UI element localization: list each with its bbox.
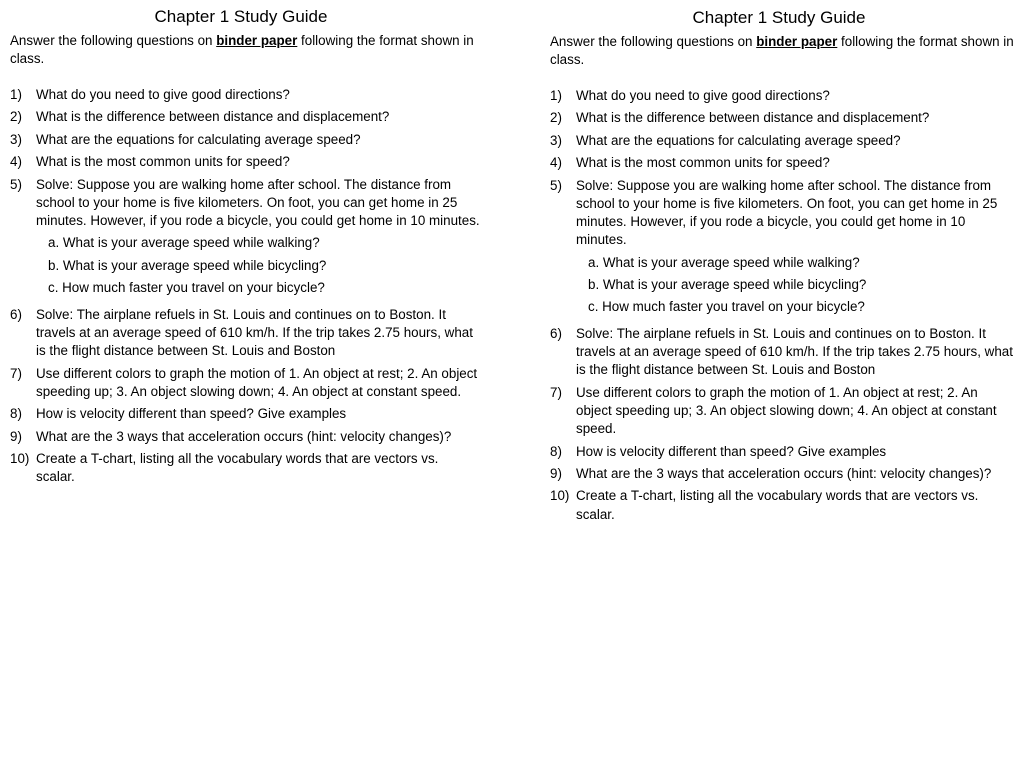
intro-before: Answer the following questions on <box>550 34 757 49</box>
question-item <box>10 450 480 486</box>
question-number: 6) <box>10 306 22 322</box>
question-number: 2) <box>10 109 22 125</box>
page-title: Chapter 1 Study Guide <box>154 7 328 26</box>
question-number: 9) <box>10 428 22 444</box>
question-number: 3) <box>550 132 562 148</box>
question-text: What do you need to give good directions? <box>36 87 290 102</box>
question-number: 7) <box>10 365 22 381</box>
intro-emphasis: binder paper <box>216 33 298 48</box>
sub-question-list <box>576 254 1016 317</box>
question-item <box>10 86 480 104</box>
question-number: 6) <box>550 325 562 341</box>
question-item <box>550 87 1016 105</box>
question-item <box>10 131 480 149</box>
question-item <box>550 443 1016 461</box>
question-text: Solve: The airplane refuels in St. Louis and continues on to Boston. It travels at an average speed of 610 km/h. If the trip takes 2.75 hours, what is the flight distance between St. Louis and Boston <box>576 325 1013 378</box>
study-guide-left <box>10 6 480 490</box>
sub-question-list <box>36 234 480 297</box>
question-item <box>10 306 480 361</box>
intro-before: Answer the following questions on <box>10 33 217 48</box>
question-text: What are the equations for calculating average speed? <box>36 131 361 147</box>
question-item <box>10 153 480 171</box>
question-text: Use different colors to graph the motion of 1. An object at rest; 2. An object speeding up; 3. An object slowing down; 4. An object at constant speed. <box>36 365 478 399</box>
question-list <box>550 87 1016 524</box>
sub-question: b. What is your average speed while bicycling? <box>588 276 867 292</box>
sub-question: c. How much faster you travel on your bicycle? <box>48 280 325 296</box>
question-list <box>10 86 480 486</box>
question-number: 9) <box>550 465 562 481</box>
question-item <box>550 132 1016 150</box>
question-body <box>36 176 480 302</box>
question-item <box>10 405 480 423</box>
question-number: 10) <box>10 450 30 466</box>
intro-after: following the format shown in class. <box>10 33 474 66</box>
question-item <box>10 365 480 401</box>
question-text: Solve: Suppose you are walking home after school. The distance from school to your home is five kilometers. On foot, you can get home in 25 minutes. However, if you rode a bicycle, you could get home in 10 minutes. <box>36 176 480 228</box>
sub-question: a. What is your average speed while walking? <box>48 235 320 251</box>
question-number: 10) <box>550 488 570 504</box>
question-text: How is velocity different than speed? Give examples <box>36 406 347 422</box>
question-text: What is the difference between distance and displacement? <box>576 110 930 126</box>
question-item <box>550 154 1016 172</box>
question-text: Solve: The airplane refuels in St. Louis and continues on to Boston. It travels at an average speed of 610 km/h. If the trip takes 2.75 hours, what is the flight distance between St. Louis and Boston <box>36 306 473 359</box>
question-item <box>550 177 1016 321</box>
question-text: What do you need to give good directions? <box>576 88 830 103</box>
study-guide-right <box>550 7 1016 528</box>
question-number: 5) <box>550 177 562 193</box>
question-text: What is the most common units for speed? <box>36 154 290 170</box>
question-item <box>550 487 1016 523</box>
intro-emphasis: binder paper <box>756 34 838 49</box>
question-item <box>550 109 1016 127</box>
question-body <box>576 177 1016 321</box>
question-number: 4) <box>10 154 22 170</box>
sub-question: a. What is your average speed while walking? <box>588 254 860 270</box>
question-text: Create a T-chart, listing all the vocabulary words that are vectors vs. scalar. <box>576 488 979 522</box>
page-title: Chapter 1 Study Guide <box>692 8 866 27</box>
question-text: Create a T-chart, listing all the vocabulary words that are vectors vs. scalar. <box>36 450 439 485</box>
question-item <box>550 325 1016 380</box>
question-number: 7) <box>550 384 562 400</box>
question-item <box>10 428 480 446</box>
question-number: 2) <box>550 110 562 126</box>
question-item <box>550 384 1016 439</box>
question-text: What are the 3 ways that acceleration occurs (hint: velocity changes)? <box>36 428 452 444</box>
question-item <box>10 108 480 126</box>
question-number: 1) <box>550 88 562 103</box>
intro-text <box>550 33 1016 69</box>
question-text: What is the most common units for speed? <box>576 155 830 171</box>
question-text: What are the 3 ways that acceleration occurs (hint: velocity changes)? <box>576 465 992 481</box>
sub-question: b. What is your average speed while bicycling? <box>48 257 327 273</box>
question-number: 4) <box>550 155 562 171</box>
question-text: What are the equations for calculating average speed? <box>576 132 901 148</box>
question-number: 5) <box>10 176 22 192</box>
question-number: 3) <box>10 131 22 147</box>
question-number: 1) <box>10 87 22 102</box>
question-text: What is the difference between distance and displacement? <box>36 109 390 125</box>
question-number: 8) <box>10 406 22 422</box>
sub-question: c. How much faster you travel on your bicycle? <box>588 299 865 315</box>
intro-text <box>10 32 480 68</box>
question-item <box>550 465 1016 483</box>
question-item <box>10 176 480 302</box>
question-number: 8) <box>550 443 562 459</box>
question-text: Solve: Suppose you are walking home after school. The distance from school to your home is five kilometers. On foot, you can get home in 25 minutes. However, if you rode a bicycle, you could get home in 10 minutes. <box>576 177 998 248</box>
intro-after: following the format shown in class. <box>550 34 1014 67</box>
question-text: Use different colors to graph the motion of 1. An object at rest; 2. An object speeding up; 3. An object slowing down; 4. An object at constant speed. <box>576 384 997 437</box>
question-text: How is velocity different than speed? Give examples <box>576 443 887 459</box>
